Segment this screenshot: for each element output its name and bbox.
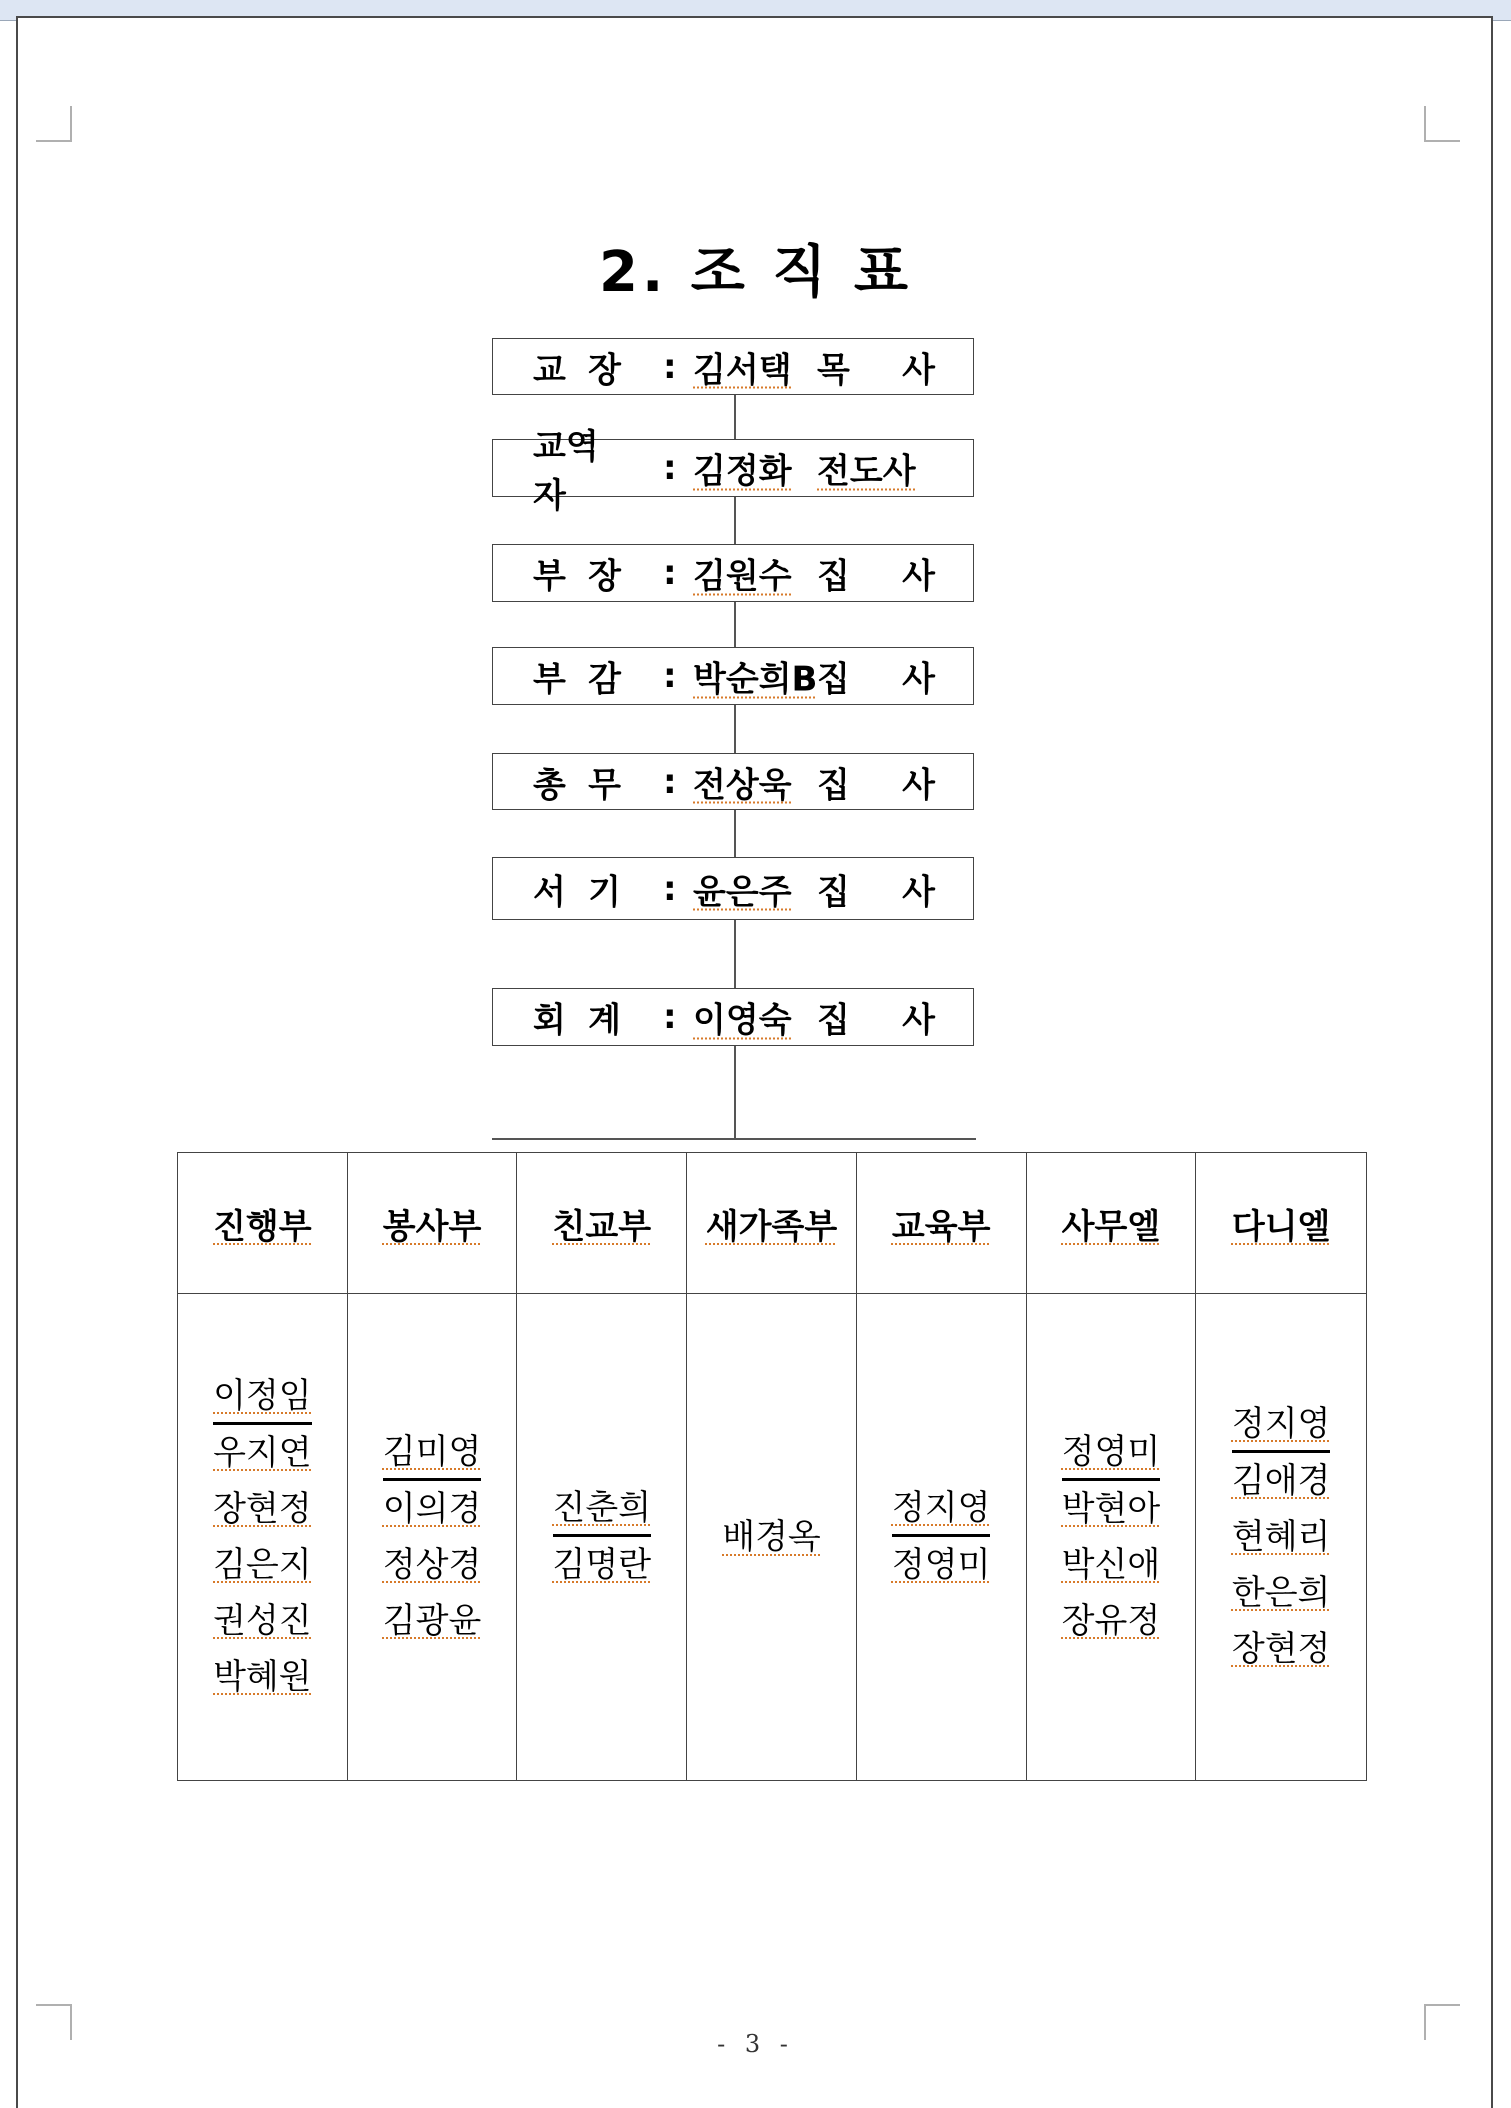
list-item [1232, 1565, 1331, 1621]
member-name: 우지연 [213, 1432, 312, 1473]
department-name: 교육부 [891, 1206, 991, 1247]
list-item [213, 1593, 312, 1649]
corner-mark-top-left [36, 106, 72, 142]
member-name: 김은지 [213, 1544, 312, 1585]
leader-name: 김원수 [693, 556, 792, 597]
leader-title-char: 사 [902, 350, 935, 390]
leader-role [533, 757, 621, 806]
list-item [553, 1482, 652, 1537]
connector-line [734, 602, 736, 647]
member-name: 이정임 [213, 1375, 312, 1416]
department-header [1196, 1153, 1366, 1294]
leader-box [492, 857, 974, 920]
leader-box [492, 753, 974, 810]
leader-name: 박순희B [693, 659, 818, 700]
member-name: 정영미 [891, 1544, 991, 1585]
member-name: 정상경 [382, 1544, 482, 1585]
department-table [177, 1152, 1367, 1781]
leader-role [533, 993, 621, 1042]
member-name: 정지영 [891, 1487, 991, 1528]
member-name: 박신애 [1061, 1544, 1161, 1585]
leader-colon: : [663, 868, 677, 909]
list-item [383, 1537, 482, 1593]
list-item [383, 1426, 482, 1481]
leader-title [817, 444, 935, 493]
department-name: 봉사부 [382, 1206, 482, 1247]
member-list [1062, 1426, 1161, 1649]
list-item [1062, 1481, 1161, 1537]
leader-role-char: 부 [533, 659, 566, 700]
page-title: 2. 조 직 표 [598, 240, 912, 305]
leader-title [817, 342, 935, 391]
leader-box [492, 338, 974, 395]
leader-title-char: 사 [902, 556, 935, 597]
leader-title-char: 전도사 [817, 451, 916, 492]
leader-box [492, 427, 974, 516]
member-name: 장현정 [1231, 1628, 1331, 1669]
leader-role-char: 기 [588, 872, 621, 912]
leader-role-char: 감 [588, 659, 621, 700]
leader-title-char: 집 [817, 872, 850, 912]
leader-role-char: 교역자 [533, 427, 599, 516]
list-item [1232, 1621, 1331, 1677]
list-item [1232, 1509, 1331, 1565]
corner-mark-top-right [1424, 106, 1460, 142]
list-item [383, 1481, 482, 1537]
department-members-cell [178, 1294, 348, 1780]
leader-name: 전상욱 [693, 765, 792, 805]
leader-role-char: 회 [533, 1000, 566, 1041]
leader-role [533, 342, 621, 391]
list-item [213, 1537, 312, 1593]
leader-title-char: 집 [817, 1000, 850, 1041]
leader-role-char: 무 [588, 765, 621, 805]
leader-role [533, 864, 621, 913]
leader-title [817, 864, 935, 913]
member-name: 권성진 [213, 1600, 312, 1641]
member-name: 정영미 [1061, 1431, 1161, 1472]
connector-line [734, 395, 736, 439]
department-header [857, 1153, 1027, 1294]
list-item [1232, 1398, 1331, 1453]
list-item [722, 1509, 821, 1565]
leader-name: 김서택 [693, 350, 792, 390]
leader-title [817, 549, 935, 598]
department-name: 다니엘 [1231, 1206, 1331, 1247]
list-item [1232, 1453, 1331, 1509]
leader-title-char: 사 [902, 765, 935, 805]
department-header [348, 1153, 518, 1294]
leader-box [492, 988, 974, 1046]
leader-role-char: 계 [588, 1000, 621, 1041]
member-name: 박혜원 [213, 1656, 312, 1697]
leader-role-char: 서 [533, 872, 566, 912]
leader-title-char: 사 [902, 1000, 935, 1041]
list-item [383, 1593, 482, 1649]
connector-line [734, 810, 736, 857]
member-name: 김광윤 [382, 1600, 482, 1641]
member-name: 김미영 [382, 1431, 482, 1472]
leader-title-char: 집 [817, 765, 850, 805]
department-header [687, 1153, 857, 1294]
department-header [178, 1153, 348, 1294]
connector-line [734, 705, 736, 753]
member-name: 진춘희 [552, 1487, 652, 1528]
member-list [553, 1482, 652, 1593]
member-name: 정지영 [1231, 1403, 1331, 1444]
leader-title-char: 사 [902, 872, 935, 912]
leader-title-char: 집 [817, 659, 850, 700]
leader-colon: : [663, 553, 677, 593]
leader-role-char: 장 [588, 556, 621, 597]
member-name: 한은희 [1231, 1572, 1331, 1613]
leader-colon: : [663, 346, 677, 387]
member-name: 배경옥 [722, 1517, 821, 1557]
member-list [1232, 1398, 1331, 1677]
list-item [1062, 1426, 1161, 1481]
member-name: 김명란 [552, 1544, 652, 1585]
leader-title [817, 757, 935, 806]
leader-name: 윤은주 [693, 872, 792, 912]
connector-line [734, 920, 736, 988]
leader-role-char: 교 [533, 350, 566, 390]
list-item [213, 1425, 312, 1481]
department-name: 친교부 [552, 1206, 652, 1247]
leader-role-char: 부 [533, 556, 566, 597]
department-name: 새가족부 [705, 1206, 838, 1247]
leader-box [492, 647, 974, 705]
member-name: 이의경 [382, 1488, 482, 1529]
department-members-cell [348, 1294, 518, 1780]
member-list [383, 1426, 482, 1649]
leader-role [533, 419, 621, 517]
member-name: 장현정 [213, 1488, 312, 1529]
leader-name: 김정화 [693, 451, 792, 492]
department-name: 사무엘 [1061, 1206, 1161, 1247]
leader-colon: : [663, 997, 677, 1037]
leader-role [533, 652, 621, 701]
list-item [1062, 1593, 1161, 1649]
leader-colon: : [663, 761, 677, 802]
list-item [1062, 1537, 1161, 1593]
list-item [553, 1537, 652, 1593]
leader-colon: : [663, 448, 677, 488]
department-members-cell [857, 1294, 1027, 1780]
list-item [213, 1370, 312, 1425]
department-members-cell [517, 1294, 687, 1780]
member-name: 김애경 [1231, 1460, 1331, 1501]
department-members-cell [1027, 1294, 1197, 1780]
list-item [892, 1537, 991, 1593]
leader-box [492, 544, 974, 602]
leader-title [817, 652, 935, 701]
member-list [722, 1509, 821, 1565]
member-list [213, 1370, 312, 1705]
leader-name: 이영숙 [693, 1000, 792, 1041]
leader-colon: : [663, 656, 677, 696]
department-name: 진행부 [213, 1206, 312, 1247]
department-header [517, 1153, 687, 1294]
leader-title [817, 993, 935, 1042]
document-page [16, 16, 1493, 2108]
department-members-cell [1196, 1294, 1366, 1780]
member-name: 현혜리 [1231, 1516, 1331, 1557]
member-name: 장유정 [1061, 1600, 1161, 1641]
department-members-cell [687, 1294, 857, 1780]
list-item [213, 1481, 312, 1537]
member-list [892, 1482, 991, 1593]
member-name: 박현아 [1061, 1488, 1161, 1529]
page-number: - 3 - [717, 2030, 794, 2058]
leader-role-char: 총 [533, 765, 566, 805]
leader-title-char: 목 [817, 350, 850, 390]
leader-role [533, 549, 621, 598]
list-item [892, 1482, 991, 1537]
connector-line [734, 497, 736, 544]
leader-role-char: 장 [588, 350, 621, 390]
list-item [213, 1649, 312, 1705]
department-header [1027, 1153, 1197, 1294]
connector-line [734, 1046, 736, 1138]
leader-title-char: 집 [817, 556, 850, 597]
branch-line [492, 1138, 976, 1140]
leader-title-char: 사 [902, 659, 935, 700]
